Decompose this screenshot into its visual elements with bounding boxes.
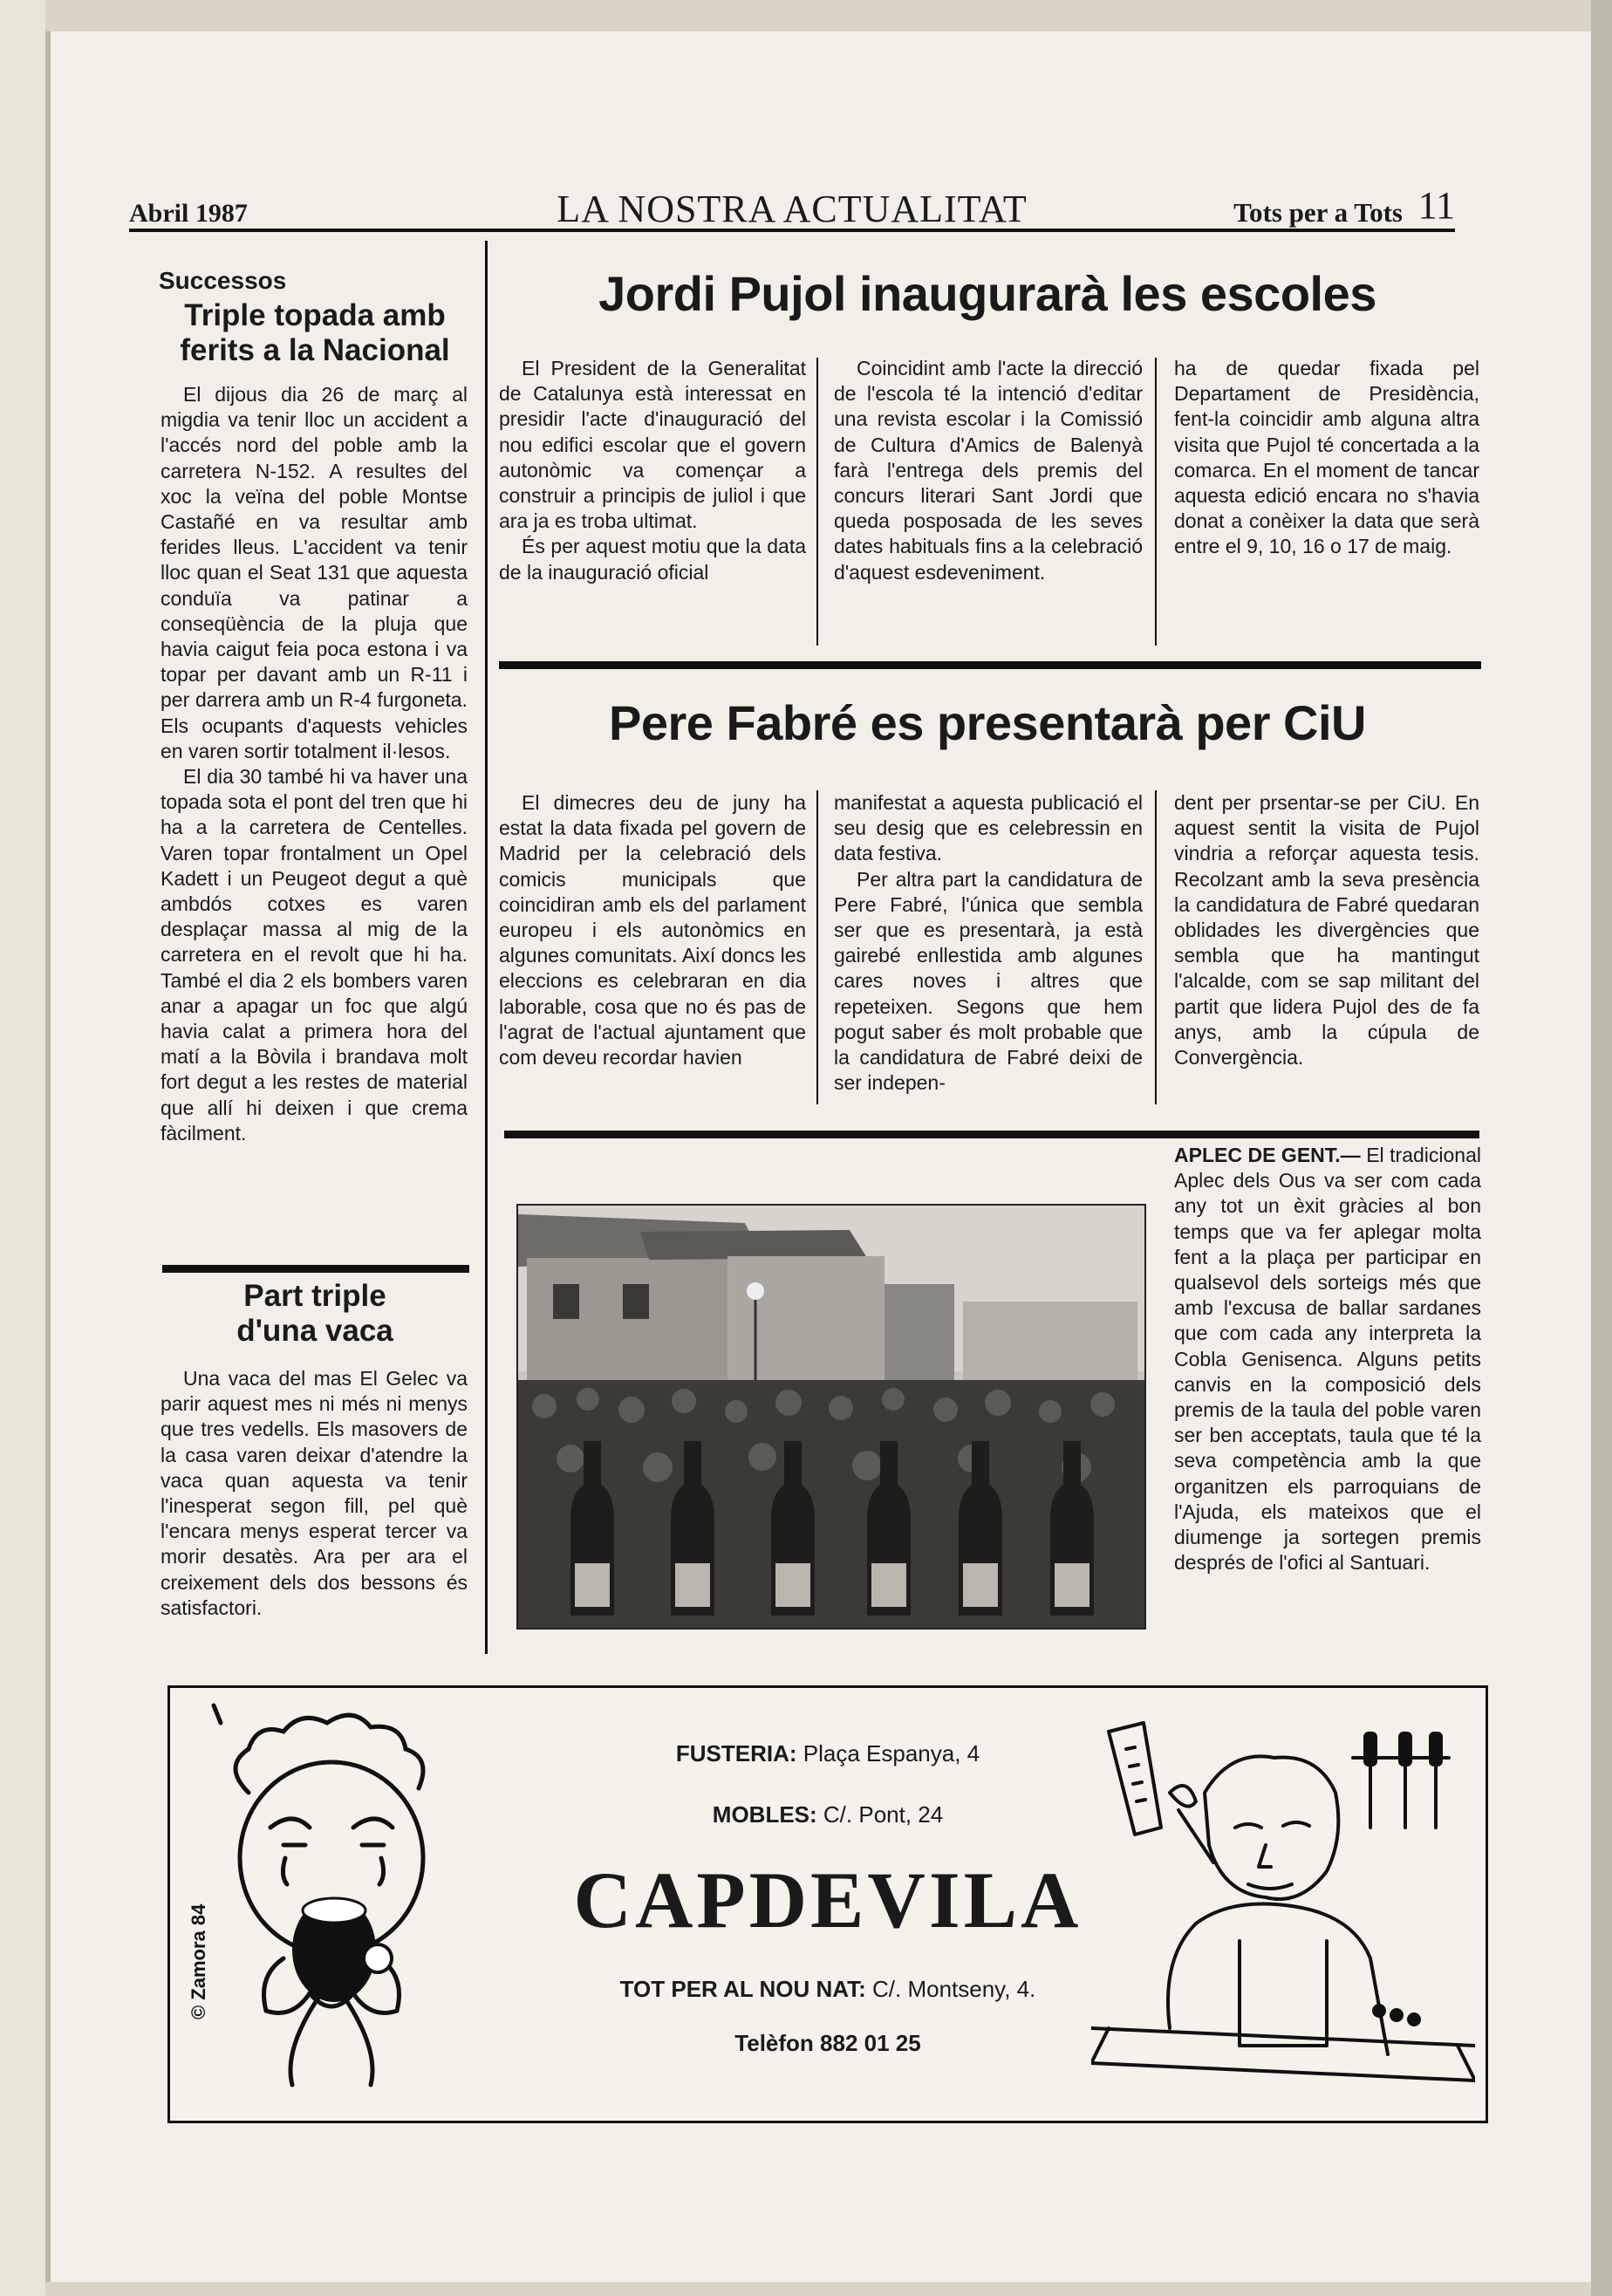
story2-headline: Part triple d'una vaca [236, 1279, 393, 1348]
article1-headline: Jordi Pujol inaugurarà les escoles [598, 266, 1376, 321]
ad-line-mobles: MOBLES: C/. Pont, 24 [712, 1801, 944, 1828]
issue-date: Abril 1987 [129, 199, 248, 228]
article2-col3: dent per prsentar-se per CiU. En aquest sentit la visita de Pujol vindria a reforçar aquesta tesis. Recolzant amb la seva presència la candidatura de Fabré quedaran oblidades les divergències que sembla que ha mantingut l'alcalde, com se sap militant del partit que lidera Pujol des de fa anys, amb la cúpula de Convergència. [1174, 791, 1479, 1069]
story2-body: Una vaca del mas El Gelec va parir aquest mes ni més ni menys que tres vedells. Els masovers de la casa varen deixar d'atendre la vaca quan aquesta va tenir l'inesperat segon fill, pel què l'encara menys esperat tercer va morir desatès. Ara per ara el creixement dels dos bessons és satisfactori. [161, 1367, 468, 1619]
story-divider [162, 1265, 469, 1273]
aplec-lead: APLEC DE GENT.— [1174, 1144, 1361, 1166]
article1-col1: El President de la Generalitat de Catalunya està interessat en presidir l'acte d'inauguració del nou edifici escolar que el govern autonòmic va començar a construir a principis de juliol i que ara ja es troba ultimat. És per aquest motiu que la data de la inauguració oficial [499, 357, 806, 584]
ad-brand: CAPDEVILA [573, 1855, 1083, 1944]
column-divider [1155, 790, 1157, 1104]
page-number: 11 [1417, 184, 1455, 227]
column-divider [485, 241, 488, 1654]
ad-phone: Telèfon 882 01 25 [734, 2030, 921, 2056]
page-header [129, 180, 1455, 232]
article1-col2: Coincidint amb l'acte la direcció de l'escola té la intenció d'editar una revista escolar i la Comissió de Cultura d'Amics de Balenyà farà l'entrega dels premis del concurs literari Sant Jordi que queda posposada de les seves dates habituals fins a la celebració d'aquest esdeveniment. [834, 357, 1143, 584]
carpenter-illustration [1091, 1714, 1475, 2098]
article-divider [504, 1131, 1479, 1138]
ad-line-fusteria: FUSTERIA: Plaça Espanya, 4 [675, 1740, 980, 1766]
article-divider [499, 661, 1481, 669]
section-kicker: Successos [159, 267, 287, 294]
capdevila-advertisement [167, 1685, 1488, 2123]
article2-headline: Pere Fabré es presentarà per CiU [609, 695, 1366, 750]
article2-col1: El dimecres deu de juny ha estat la data fixada pel govern de Madrid per la celebració dels comicis municipals que coincidiran amb els del parlament europeu i els autonòmics en algunes comunitats. Així doncs les eleccions es celebraran en dia laborable, cosa que no és pas de l'agrat de l'actual ajuntament que com deveu recordar havien [499, 791, 806, 1069]
aplec-note [1174, 1143, 1481, 1575]
page-edge [1591, 0, 1612, 2296]
ad-line-nou-nat: TOT PER AL NOU NAT: C/. Montseny, 4. [619, 1976, 1036, 2002]
article1-col3: ha de quedar fixada pel Departament de Presidència, fent-la coincidir amb alguna altra visita que Pujol té concertada a la comarca. En el moment de tancar aquesta edició encara no s'havia donat a conèixer la data que serà entre el 9, 10, 16 o 17 de maig. [1174, 357, 1479, 558]
publication-name: Tots per a Tots [1233, 197, 1403, 228]
section-title: LA NOSTRA ACTUALITAT [557, 188, 1028, 230]
svg-text:© Zamora 84: © Zamora 84 [188, 1903, 209, 2019]
page-gutter [0, 0, 45, 2296]
photo-illustration [518, 1206, 1144, 1628]
column-divider [1155, 358, 1157, 646]
aplec-photo [516, 1204, 1146, 1630]
column-divider [816, 790, 818, 1104]
aplec-text: El tradicional Aplec dels Ous va ser com cada any tot un èxit gràcies al bon temps que va fer aplegar molta fent a la plaça per participar en qualsevol dels sorteigs més que amb l'excusa de ballar sardanes que com cada any interpreta la Cobla Genisenca. Alguns petits canvis en la composició dels premis de la taula del poble varen ser ben acceptats, taula que té la seva competència amb la que organitzen els parroquians de l'Ajuda, els mateixos que el diumenge ja sortegen premis després de l'ofici al Santuari. [1174, 1144, 1481, 1575]
article2-col2: manifestat a aquesta publicació el seu desig que es celebressin en data festiva. Per altra part la candidatura de Pere Fabré, l'única que sembla ser que es presentarà, ja està gairebé enllestida amb algunes cares noves i altres que repeteixen. Segons que hem pogut saber és molt probable que la candidatura de Fabré deixi de ser indepen- [834, 791, 1143, 1095]
column-divider [816, 358, 818, 646]
story1-body: El dijous dia 26 de març al migdia va tenir lloc un accident a l'accés nord del poble amb la carretera N-152. A resultes del xoc la veïna del poble Montse Castañé en va resultar amb ferides lleus. L'accident va tenir lloc quan el Seat 131 que aquesta conduïa va patinar a conseqüència de la pluja que havia caigut feia poca estona i va topar per davant amb un R-11 i per darrera amb un R-4 furgoneta. Els ocupants d'aquests vehicles en varen sortir totalment il·lesos. El dia 30 també hi va haver una topada sota el pont del tren que hi ha a la carretera de Centelles. Varen topar frontalment un Opel Kadett i un Peugeot degut a què ambdós cotxes es varen desplaçar massa al mig de la carretera en el revolt que hi ha. També el dia 2 els bombers varen anar a apagar un foc que algú havia calat a primera hora del matí a la Bòvila i brandava molt fort degut a les restes de material que allí hi deixen i que crema fàcilment. [161, 383, 468, 1145]
story1-headline: Triple topada amb ferits a la Nacional [180, 298, 450, 367]
